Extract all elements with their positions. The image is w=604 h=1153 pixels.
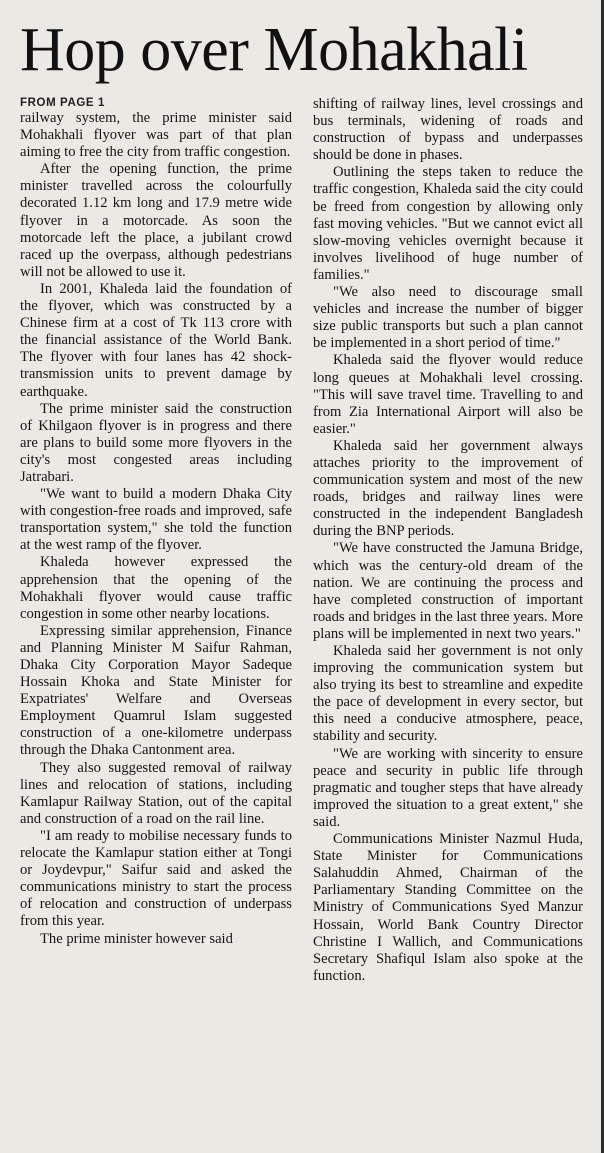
paragraph: "We have constructed the Jamuna Bridge, which was the century-old dream of the nation. We are continuing the process and have completed construction of important roads and bridges in the last three years. More plans will be implemented in next two years."	[313, 540, 583, 642]
paragraph: After the opening function, the prime minister travelled across the colourfully decorated 1.12 km long and 17.9 metre wide flyover in a motorcade. As soon the motorcade left the place, a jubilant crowd raced up the overpass, although pedestrians will not be allowed to use it.	[20, 161, 292, 280]
headline: Hop over Mohakhali	[20, 16, 528, 84]
paragraph: railway system, the prime minister said Mohakhali flyover was part of that plan aiming to free the city from traffic congestion.	[20, 110, 292, 161]
paragraph: Expressing similar apprehension, Finance and Planning Minister M Saifur Rahman, Dhaka City Corporation Mayor Sadeque Hossain Khoka and State Minister for Expatriates' Welfare and Overseas Employment Quamrul Islam suggested construction of a one-kilometre underpass through the Dhaka Cantonment area.	[20, 622, 292, 759]
paragraph: "I am ready to mobilise necessary funds to relocate the Kamlapur station either at Tongi or Joydevpur," Saifur said and asked the communications ministry to start the process of relocation and construction of underpass from this year.	[20, 827, 292, 930]
paragraph: Khaleda said her government always attaches priority to the improvement of communication system and most of the new roads, bridges and railway lines were constructed in the independent Bangladesh during the BNP periods.	[313, 437, 583, 540]
paragraph: In 2001, Khaleda laid the foundation of the flyover, which was constructed by a Chinese firm at a cost of Tk 113 crore with the financial assistance of the World Bank. The flyover with four lanes has 42 shock-transmission units to prevent damage by earthquake.	[20, 280, 292, 400]
paragraph: Khaleda said the flyover would reduce long queues at Mohakhali level crossing. "This will save travel time. Travelling to and from Zia International Airport will also be easier."	[313, 352, 583, 437]
paragraph: The prime minister however said	[40, 930, 233, 947]
paragraph: "We want to build a modern Dhaka City with congestion-free roads and improved, safe transportation system," she told the function at the west ramp of the flyover.	[20, 486, 292, 554]
paragraph: Khaleda however expressed the apprehension that the opening of the Mohakhali flyover would cause traffic congestion in some other nearby locations.	[20, 554, 292, 622]
paragraph: shifting of railway lines, level crossings and bus terminals, widening of roads and construction of bypass and underpasses should be done in phases.	[313, 96, 583, 164]
paragraph: "We also need to discourage small vehicles and increase the number of bigger size public transports but such a plan cannot be implemented in a short period of time."	[313, 284, 583, 352]
paragraph: Outlining the steps taken to reduce the traffic congestion, Khaleda said the city could be freed from congestion by allowing only fast moving vehicles. "But we cannot evict all slow-moving vehicles overnight because it involves livelihood of huge number of families."	[313, 164, 583, 283]
left-column	[20, 96, 292, 948]
paragraph: The prime minister said the construction of Khilgaon flyover is in progress and there are plans to build some more flyovers in the city's most congested areas including Jatrabari.	[20, 400, 292, 485]
kicker: FROM PAGE 1	[20, 97, 105, 109]
paragraph: They also suggested removal of railway lines and relocation of stations, including Kamlapur Railway Station, out of the capital and construction of a road on the rail line.	[20, 759, 292, 827]
paragraph: Khaleda said her government is not only improving the communication system but also trying its best to streamline and expedite the pace of development in every sector, but this need a conducive atmosphere, peace, stability and security.	[313, 643, 583, 745]
right-column	[313, 96, 583, 985]
paragraph: Communications Minister Nazmul Huda, State Minister for Communications Salahuddin Ahmed, Chairman of the Parliamentary Standing Committee on the Ministry of Communications Syed Manzur Hossain, World Bank Country Director Christine I Wallich, and Communications Secretary Shafiqul Islam also spoke at the function.	[313, 831, 583, 984]
paragraph: "We are working with sincerity to ensure peace and security in public life through pragmatic and tougher steps that have already improved the situation to a great extent," she said.	[313, 745, 583, 830]
